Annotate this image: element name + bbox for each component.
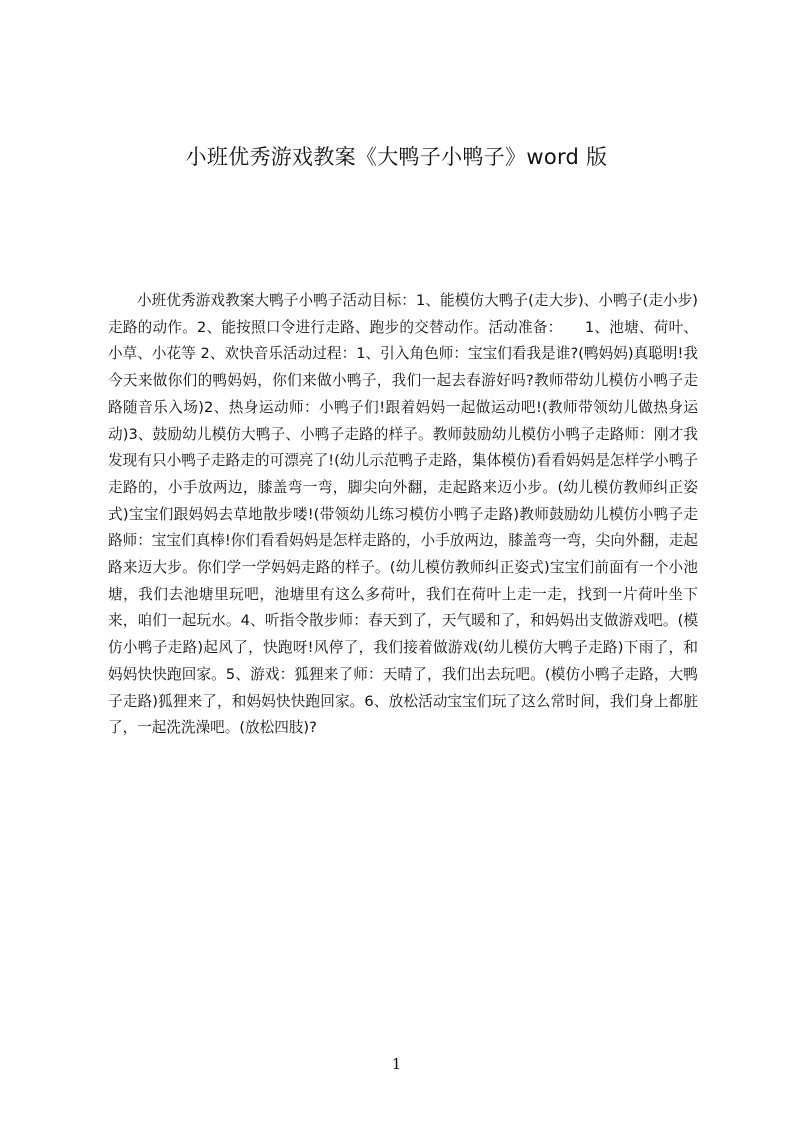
document-title: 小班优秀游戏教案《大鸭子小鸭子》word 版 xyxy=(185,145,608,169)
lesson-plan-body: 小班优秀游戏教案大鸭子小鸭子活动目标：1、能模仿大鸭子(走大步)、小鸭子(走小步)走路的动作。2、能按照口令进行走路、跑步的交替动作。活动准备： 1、池塘、荷叶、小草、小花等 2、欢快音乐活动过程：1、引入角色师：宝宝们看我是谁?(鸭妈妈)真聪明!我今天来做你们的鸭妈妈，你们来做小鸭子，我们一起去春游好吗?教师带幼儿模仿小鸭子走路随音乐入场)2、热身运动师：小鸭子们!跟着妈妈一起做运动吧!(教师带领幼儿做热身运动)3、鼓励幼儿模仿大鸭子、小鸭子走路的样子。教师鼓励幼儿模仿小鸭子走路师：刚才我发现有只小鸭子走路走的可漂亮了!(幼儿示范鸭子走路，集体模仿)看看妈妈是怎样学小鸭子走路的，小手放两边，膝盖弯一弯，脚尖向外翻，走起路来迈小步。(幼儿模仿教师纠正姿式)宝宝们跟妈妈去草地散步喽!(带领幼儿练习模仿小鸭子走路)教师鼓励幼儿模仿小鸭子走路师：宝宝们真棒!你们看看妈妈是怎样走路的，小手放两边，膝盖弯一弯，尖向外翻，走起路来迈大步。你们学一学妈妈走路的样子。(幼儿模仿教师纠正姿式)宝宝们前面有一个小池塘，我们去池塘里玩吧，池塘里有这么多荷叶，我们在荷叶上走一走，找到一片荷叶坐下来，咱们一起玩水。4、听指令散步师：春天到了，天气暖和了，和妈妈出支做游戏吧。(模仿小鸭子走路)起风了，快跑呀!风停了，我们接着做游戏(幼儿模仿大鸭子走路)下雨了，和妈妈快快跑回家。5、游戏：狐狸来了师：天晴了，我们出去玩吧。(模仿小鸭子走路，大鸭子走路)狐狸来了，和妈妈快快跑回家。6、放松活动宝宝们玩了这么常时间，我们身上都脏了，一起洗洗澡吧。(放松四肢)? xyxy=(108,292,698,737)
page-number: 1 xyxy=(391,1055,402,1073)
